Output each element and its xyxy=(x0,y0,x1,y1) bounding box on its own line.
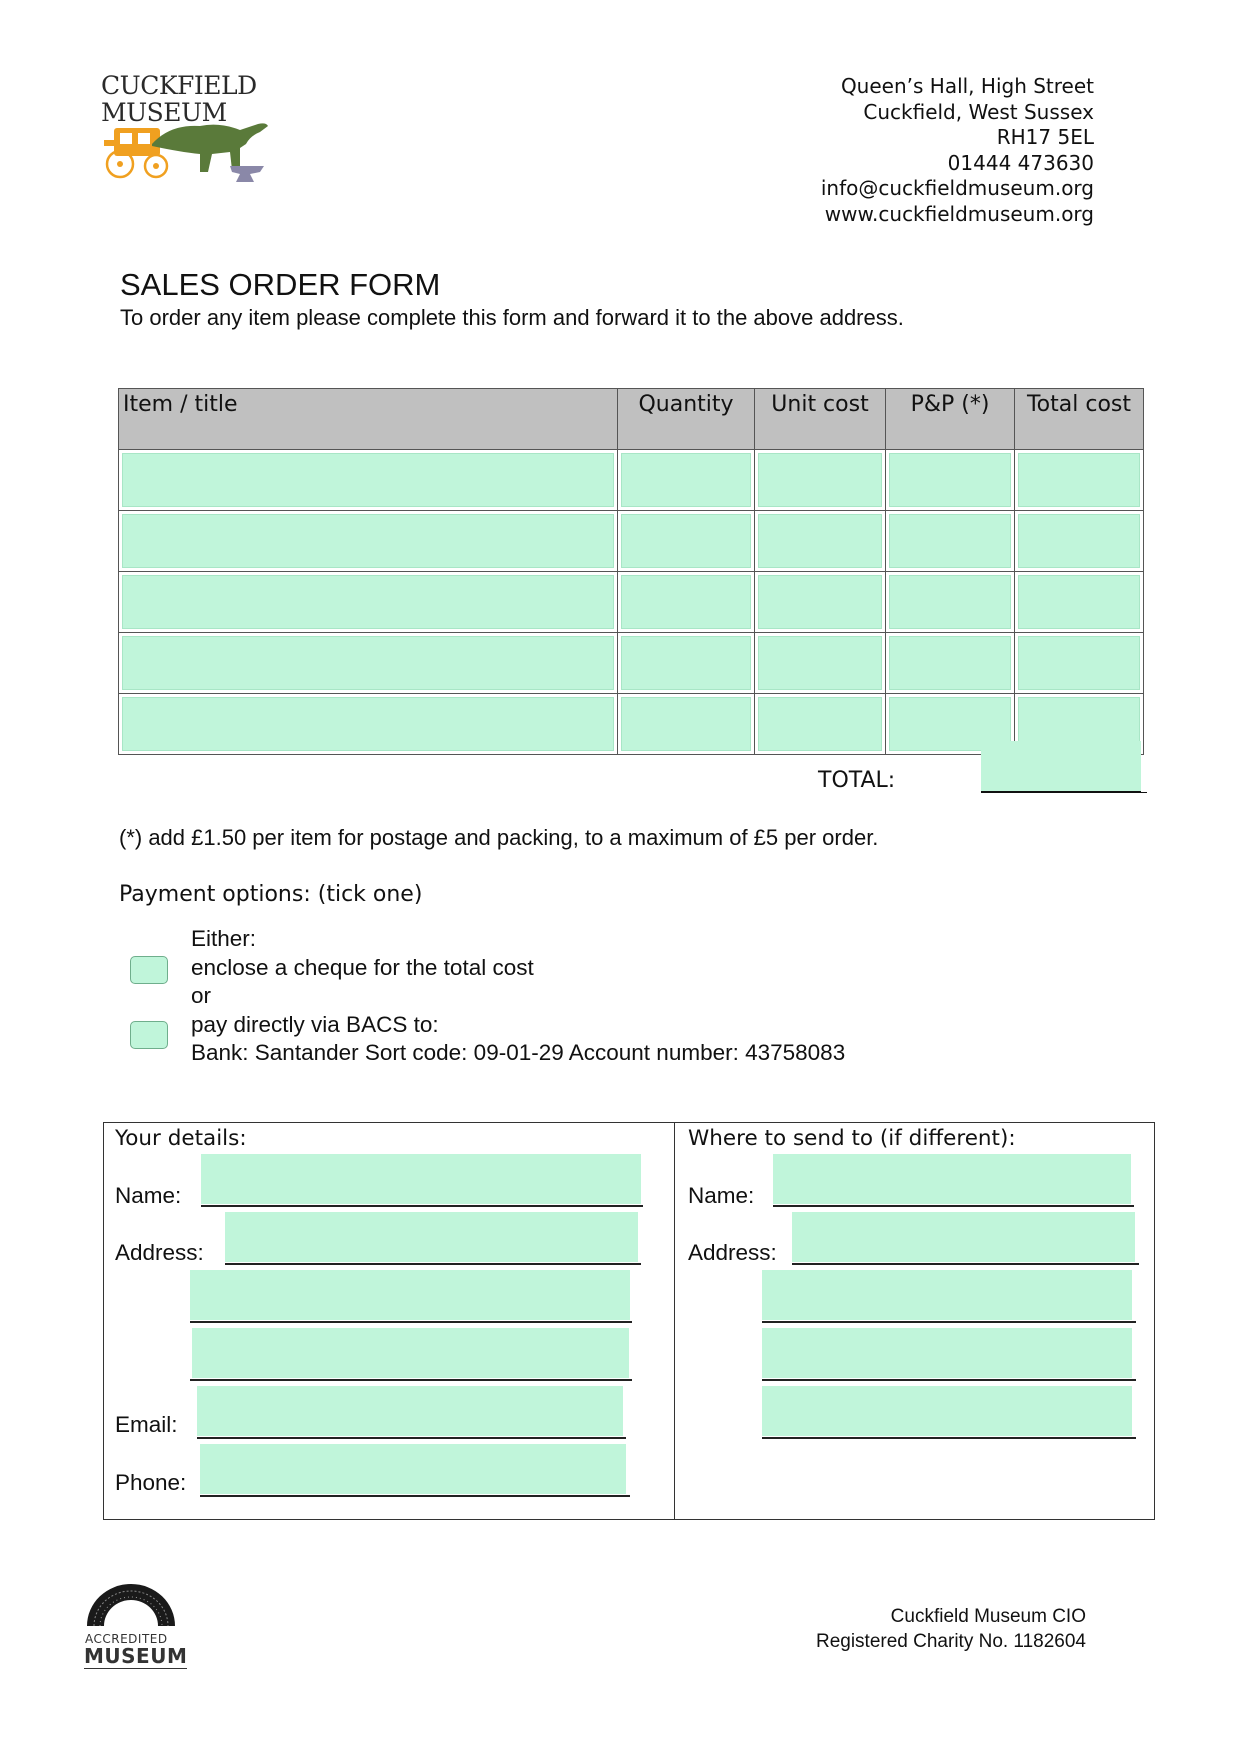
total-label: TOTAL: xyxy=(818,768,896,793)
cell-item xyxy=(119,633,618,694)
cell-quantity xyxy=(618,633,755,694)
unit-cost-input[interactable] xyxy=(758,575,882,629)
page-title: SALES ORDER FORM xyxy=(120,267,441,302)
header-pp: P&P (*) xyxy=(886,389,1015,450)
cell-unit-cost xyxy=(755,633,886,694)
table-row xyxy=(119,572,1144,633)
cheque-checkbox[interactable] xyxy=(130,956,168,984)
stagecoach-dinosaur-icon xyxy=(100,116,280,188)
cell-unit-cost xyxy=(755,511,886,572)
total-input[interactable] xyxy=(981,741,1141,792)
total-cost-input[interactable] xyxy=(1018,636,1140,690)
logo-line-2: MUSEUM xyxy=(101,98,227,127)
footer-org-name: Cuckfield Museum CIO xyxy=(890,1606,1086,1627)
pp-input[interactable] xyxy=(889,453,1011,507)
footer xyxy=(816,1605,1086,1654)
your-details-heading: Your details: xyxy=(115,1126,247,1151)
your-phone-label: Phone: xyxy=(115,1470,187,1495)
unit-cost-input[interactable] xyxy=(758,697,882,751)
unit-cost-input[interactable] xyxy=(758,636,882,690)
payment-cheque: enclose a cheque for the total cost xyxy=(191,954,534,980)
quantity-input[interactable] xyxy=(621,575,751,629)
payment-bacs: pay directly via BACS to: xyxy=(191,1011,439,1037)
address-block xyxy=(821,74,1094,227)
cell-pp xyxy=(886,450,1015,511)
footer-charity-number: Registered Charity No. 1182604 xyxy=(815,1630,1086,1652)
cell-quantity xyxy=(618,511,755,572)
send-address-underline-3 xyxy=(762,1379,1136,1381)
send-address-input-3[interactable] xyxy=(762,1328,1132,1378)
address-email[interactable]: info@cuckfieldmuseum.org xyxy=(820,176,1094,200)
send-name-underline xyxy=(773,1205,1134,1207)
your-email-input[interactable] xyxy=(197,1386,623,1436)
postage-note: (*) add £1.50 per item for postage and packing, to a maximum of £5 per order. xyxy=(119,825,879,850)
cell-pp xyxy=(886,511,1015,572)
send-address-underline-2 xyxy=(762,1321,1136,1323)
your-name-label: Name: xyxy=(115,1183,182,1208)
your-email-underline xyxy=(197,1437,626,1439)
your-phone-input[interactable] xyxy=(200,1444,626,1494)
your-address-input-2[interactable] xyxy=(190,1270,630,1320)
total-underline xyxy=(981,792,1147,793)
order-table-header xyxy=(119,389,1144,450)
table-row xyxy=(119,450,1144,511)
header-unit-cost: Unit cost xyxy=(755,389,886,450)
your-name-underline xyxy=(201,1205,643,1207)
your-address-label: Address: xyxy=(115,1240,204,1265)
unit-cost-input[interactable] xyxy=(758,514,882,568)
send-name-input[interactable] xyxy=(773,1154,1131,1204)
cell-total-cost xyxy=(1015,450,1144,511)
pp-input[interactable] xyxy=(889,575,1011,629)
payment-heading: Payment options: (tick one) xyxy=(119,882,423,907)
total-cost-input[interactable] xyxy=(1018,514,1140,568)
your-address-underline-3 xyxy=(190,1379,632,1381)
quantity-input[interactable] xyxy=(621,697,751,751)
send-address-underline-1 xyxy=(792,1263,1139,1265)
cell-total-cost xyxy=(1015,572,1144,633)
your-address-input-1[interactable] xyxy=(225,1212,638,1262)
your-address-underline-2 xyxy=(190,1321,632,1323)
unit-cost-input[interactable] xyxy=(758,453,882,507)
cell-quantity xyxy=(618,572,755,633)
quantity-input[interactable] xyxy=(621,514,751,568)
send-address-input-2[interactable] xyxy=(762,1270,1132,1320)
pp-input[interactable] xyxy=(889,514,1011,568)
your-address-input-3[interactable] xyxy=(192,1328,629,1378)
bacs-checkbox[interactable] xyxy=(130,1021,168,1049)
address-line-2: Cuckfield, West Sussex xyxy=(863,99,1094,124)
header-quantity: Quantity xyxy=(618,389,755,450)
address-line-1: Queen’s Hall, High Street xyxy=(840,74,1094,98)
cell-pp xyxy=(886,572,1015,633)
cell-item xyxy=(119,450,618,511)
order-table xyxy=(118,388,1144,755)
payment-bank-details: Bank: Santander Sort code: 09-01-29 Account number: 43758083 xyxy=(191,1040,846,1065)
cell-quantity xyxy=(618,450,755,511)
cell-unit-cost xyxy=(755,572,886,633)
cell-pp xyxy=(886,633,1015,694)
header-total-cost: Total cost xyxy=(1015,389,1144,450)
quantity-input[interactable] xyxy=(621,636,751,690)
send-address-input-1[interactable] xyxy=(792,1212,1135,1262)
address-postcode: RH17 5EL xyxy=(996,125,1094,149)
your-phone-underline xyxy=(200,1495,630,1497)
item-input[interactable] xyxy=(122,636,614,690)
pp-input[interactable] xyxy=(889,636,1011,690)
cell-total-cost xyxy=(1015,511,1144,572)
total-cost-input[interactable] xyxy=(1018,575,1140,629)
your-address-underline-1 xyxy=(225,1263,641,1265)
quantity-input[interactable] xyxy=(621,453,751,507)
accredited-arch-icon xyxy=(84,1582,178,1628)
payment-or: or xyxy=(191,983,212,1008)
museum-logo xyxy=(100,72,280,187)
cell-unit-cost xyxy=(755,694,886,755)
address-website[interactable]: www.cuckfieldmuseum.org xyxy=(824,201,1094,226)
details-divider xyxy=(674,1122,675,1520)
cell-quantity xyxy=(618,694,755,755)
cell-unit-cost xyxy=(755,450,886,511)
send-address-underline-4 xyxy=(762,1437,1136,1439)
accredited-line-2: MUSEUM xyxy=(84,1644,188,1668)
total-cost-input[interactable] xyxy=(1018,453,1140,507)
address-phone: 01444 473630 xyxy=(947,150,1094,175)
payment-either: Either: xyxy=(191,926,257,951)
send-address-input-4[interactable] xyxy=(762,1386,1132,1436)
item-input[interactable] xyxy=(122,514,614,568)
payment-options xyxy=(191,925,845,1068)
cell-item xyxy=(119,572,618,633)
cell-total-cost xyxy=(1015,633,1144,694)
header-item: Item / title xyxy=(119,389,618,450)
send-name-label: Name: xyxy=(688,1183,755,1208)
item-input[interactable] xyxy=(122,697,614,751)
send-address-label: Address: xyxy=(688,1240,777,1265)
your-name-input[interactable] xyxy=(201,1154,641,1204)
accredited-museum-logo xyxy=(84,1582,188,1672)
accredited-line-1: ACCREDITED xyxy=(85,1632,168,1646)
logo-line-1: CUCKFIELD xyxy=(101,71,257,100)
send-to-heading: Where to send to (if different): xyxy=(688,1126,1016,1151)
form-intro: To order any item please complete this form and forward it to the above address. xyxy=(120,305,904,330)
item-input[interactable] xyxy=(122,575,614,629)
table-row xyxy=(119,511,1144,572)
your-email-label: Email: xyxy=(115,1412,178,1437)
cell-item xyxy=(119,694,618,755)
table-row xyxy=(119,633,1144,694)
cell-item xyxy=(119,511,618,572)
item-input[interactable] xyxy=(122,453,614,507)
